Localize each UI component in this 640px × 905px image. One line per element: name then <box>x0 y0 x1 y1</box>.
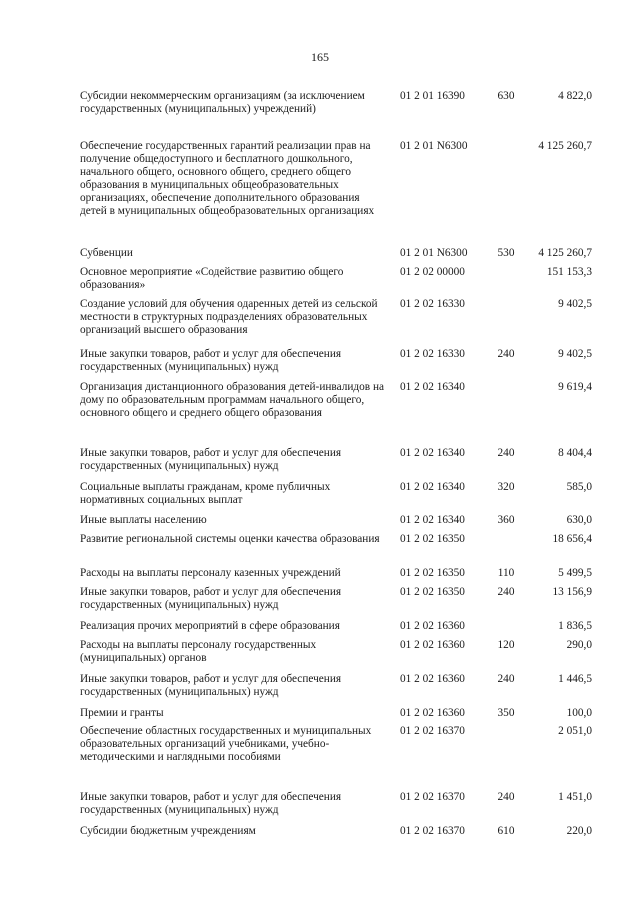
row-code: 01 2 01 N6300 <box>400 247 468 259</box>
row-code: 01 2 01 16390 <box>400 90 465 102</box>
row-amount: 290,0 <box>566 639 592 651</box>
row-code: 01 2 02 16340 <box>400 481 465 493</box>
row-kvr: 610 <box>497 825 515 837</box>
row-name: Организация дистанционного образования детей-инвалидов на дому по образовательным программам начального общего, основного общего и среднего общего образования <box>80 381 385 419</box>
row-amount: 4 822,0 <box>558 90 592 102</box>
row-code: 01 2 02 16350 <box>400 533 465 545</box>
row-name: Обеспечение государственных гарантий реализации прав на получение общедоступного и бесплатного дошкольного, начального общего, основного общего, среднего общего образования в муниципальных общеобразовательных организациях, обеспечение дополнительного образования детей в муниципальных общеобразовательных организациях <box>80 140 375 217</box>
row-kvr: 120 <box>497 639 515 651</box>
row-amount: 9 402,5 <box>558 298 592 310</box>
row-name: Социальные выплаты гражданам, кроме публичных нормативных социальных выплат <box>80 481 331 506</box>
row-code: 01 2 02 16340 <box>400 381 465 393</box>
row-kvr: 530 <box>497 247 515 259</box>
row-name: Иные выплаты населению <box>80 514 207 526</box>
row-code: 01 2 02 16340 <box>400 514 465 526</box>
row-code: 01 2 02 16330 <box>400 348 465 360</box>
row-amount: 1 451,0 <box>558 791 592 803</box>
row-code: 01 2 02 16350 <box>400 586 465 598</box>
row-kvr: 240 <box>497 348 515 360</box>
row-amount: 18 656,4 <box>552 533 592 545</box>
row-name: Обеспечение областных государственных и муниципальных образовательных организаций учебниками, учебно-методическими и наглядными пособиями <box>80 725 372 763</box>
row-kvr: 360 <box>497 514 515 526</box>
row-name: Иные закупки товаров, работ и услуг для обеспечения государственных (муниципальных) нужд <box>80 447 342 472</box>
page-number: 165 <box>311 50 329 64</box>
row-code: 01 2 02 00000 <box>400 266 465 278</box>
row-amount: 1 446,5 <box>558 673 592 685</box>
row-kvr: 240 <box>497 791 515 803</box>
row-kvr: 240 <box>497 586 515 598</box>
row-kvr: 110 <box>497 567 515 579</box>
row-kvr: 630 <box>497 90 515 102</box>
row-amount: 8 404,4 <box>558 447 592 459</box>
row-amount: 9 619,4 <box>558 381 592 393</box>
row-name: Реализация прочих мероприятий в сфере образования <box>80 620 340 632</box>
row-name: Основное мероприятие «Содействие развитию общего образования» <box>80 266 344 291</box>
row-amount: 220,0 <box>566 825 592 837</box>
row-name: Иные закупки товаров, работ и услуг для обеспечения государственных (муниципальных) нужд <box>80 673 342 698</box>
row-name: Расходы на выплаты персоналу казенных учреждений <box>80 567 341 579</box>
row-amount: 585,0 <box>566 481 592 493</box>
row-amount: 630,0 <box>566 514 592 526</box>
row-kvr: 240 <box>497 447 515 459</box>
row-amount: 9 402,5 <box>558 348 592 360</box>
row-name: Иные закупки товаров, работ и услуг для обеспечения государственных (муниципальных) нужд <box>80 586 342 611</box>
row-amount: 4 125 260,7 <box>538 140 592 152</box>
row-code: 01 2 02 16370 <box>400 825 465 837</box>
row-name: Субвенции <box>80 247 133 259</box>
row-name: Субсидии бюджетным учреждениям <box>80 825 256 837</box>
row-code: 01 2 02 16340 <box>400 447 465 459</box>
row-code: 01 2 02 16360 <box>400 673 465 685</box>
row-code: 01 2 01 N6300 <box>400 140 468 152</box>
row-code: 01 2 02 16350 <box>400 567 465 579</box>
row-name: Расходы на выплаты персоналу государственных (муниципальных) органов <box>80 639 317 664</box>
row-code: 01 2 02 16360 <box>400 707 465 719</box>
row-code: 01 2 02 16330 <box>400 298 465 310</box>
row-name: Субсидии некоммерческим организациям (за исключением государственных (муниципальных) учреждений) <box>80 90 365 115</box>
row-code: 01 2 02 16370 <box>400 791 465 803</box>
row-amount: 1 836,5 <box>558 620 592 632</box>
row-amount: 5 499,5 <box>558 567 592 579</box>
row-kvr: 320 <box>497 481 515 493</box>
row-name: Премии и гранты <box>80 707 164 719</box>
row-code: 01 2 02 16360 <box>400 639 465 651</box>
row-name: Иные закупки товаров, работ и услуг для обеспечения государственных (муниципальных) нужд <box>80 348 342 373</box>
row-name: Иные закупки товаров, работ и услуг для обеспечения государственных (муниципальных) нужд <box>80 791 342 816</box>
row-code: 01 2 02 16370 <box>400 725 465 737</box>
row-amount: 4 125 260,7 <box>538 247 592 259</box>
row-amount: 151 153,3 <box>546 266 592 278</box>
row-code: 01 2 02 16360 <box>400 620 465 632</box>
row-amount: 13 156,9 <box>552 586 592 598</box>
row-name: Развитие региональной системы оценки качества образования <box>80 533 380 545</box>
row-kvr: 240 <box>497 673 515 685</box>
row-amount: 100,0 <box>566 707 592 719</box>
row-amount: 2 051,0 <box>558 725 592 737</box>
row-name: Создание условий для обучения одаренных детей из сельской местности в структурных подразделениях образовательных организаций высшего образования <box>80 298 378 336</box>
row-kvr: 350 <box>497 707 515 719</box>
